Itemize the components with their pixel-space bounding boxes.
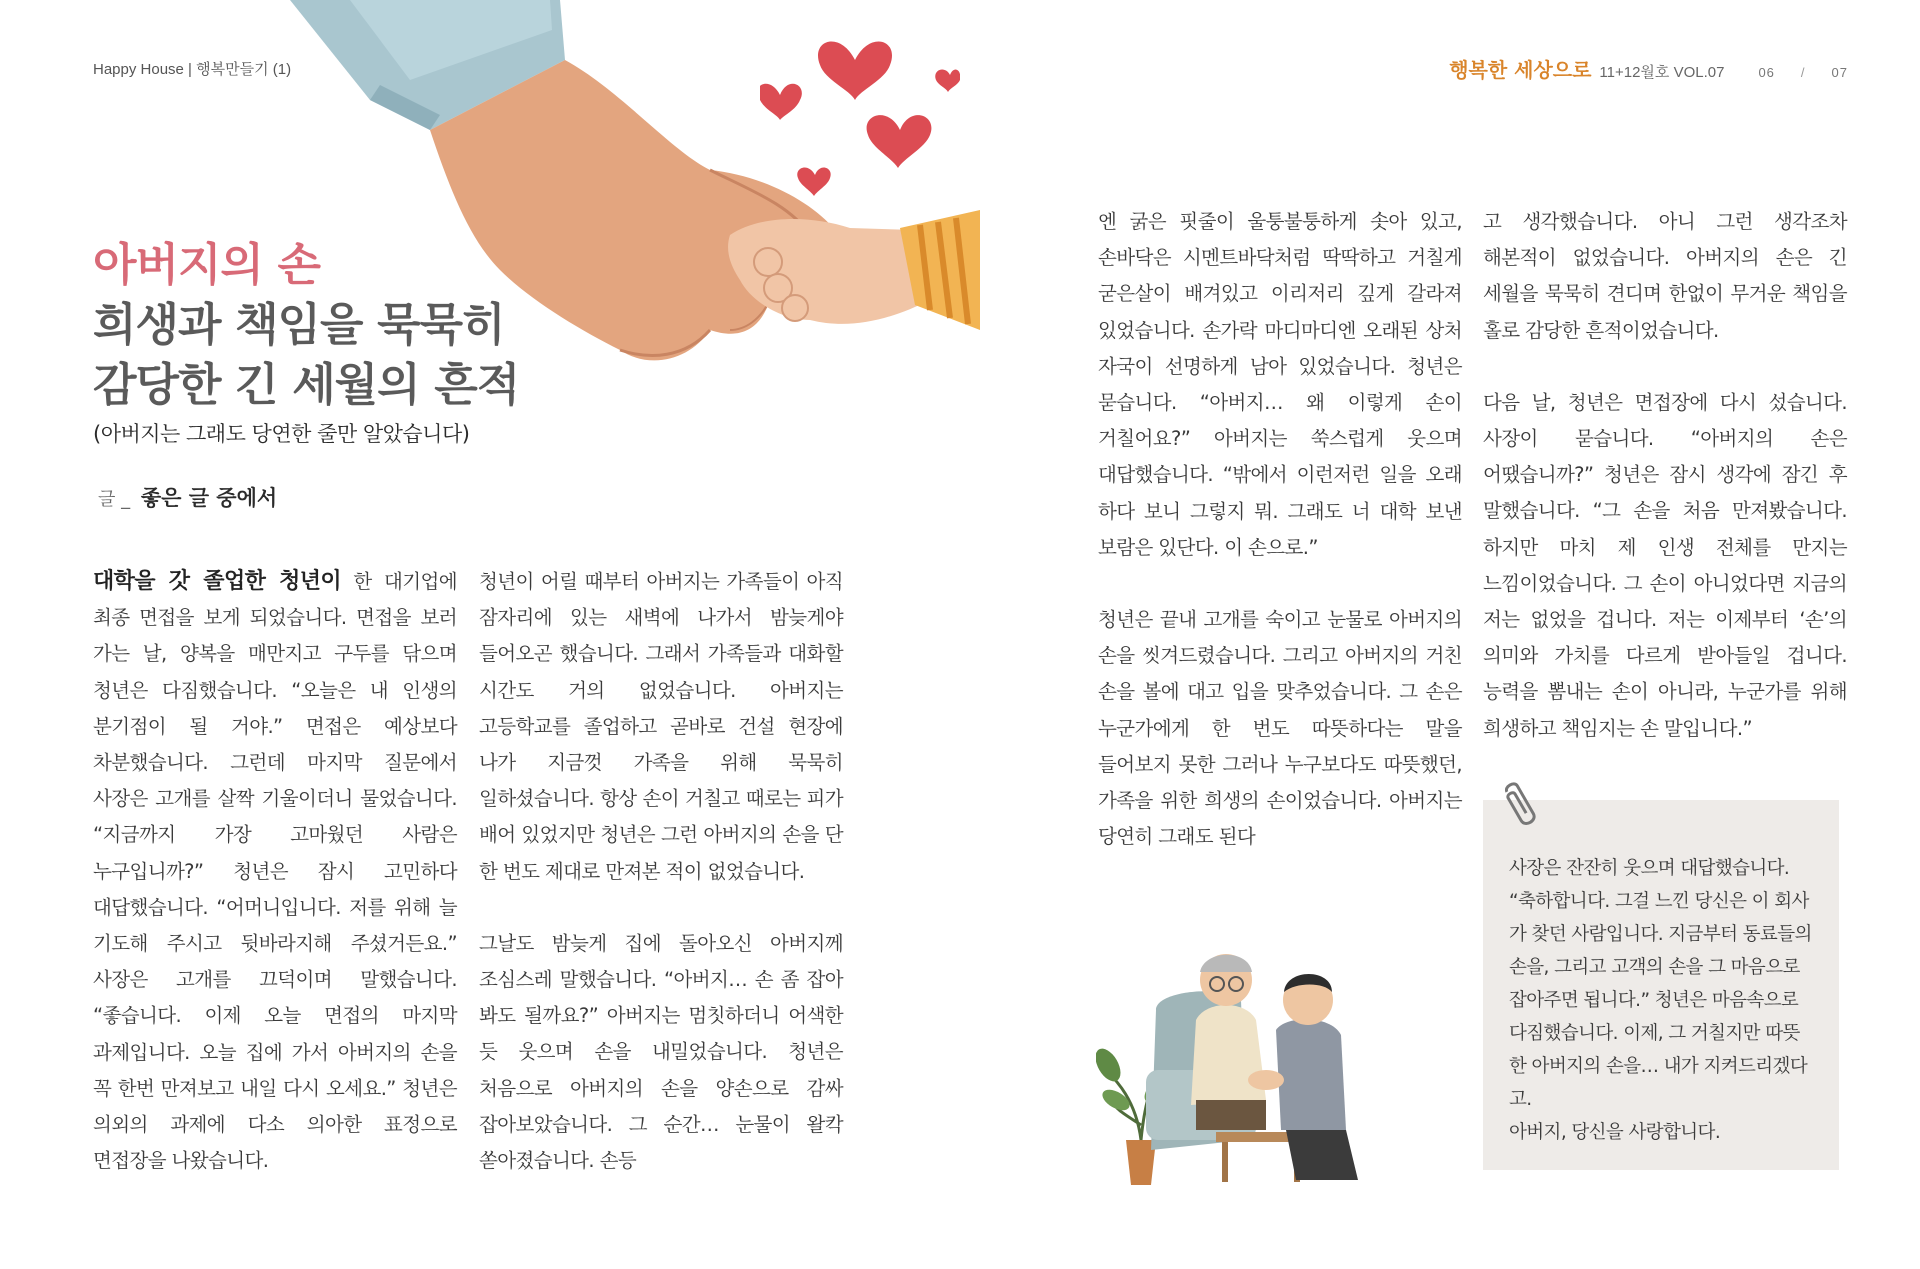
article-headline-line1: 희생과 책임을 묵묵히 [93,298,505,351]
heart-icon [797,168,830,196]
closing-note-box [1483,800,1839,1170]
byline-source: 좋은 글 중에서 [140,486,278,510]
byline [98,482,277,512]
elderly-father [1191,1005,1266,1105]
note-paragraph: 사장은 잔잔히 웃으며 대답했습니다. “축하합니다. 그걸 느낀 당신은 이 회사가 찾던 사람입니다. 지금부터 동료들의 손을, 그리고 고객의 손을 그 마음으로 잡아주면 됩니다.” 청년은 마음속으로 다짐했습니다. 이제, 그 거칠지만 따뜻한 아버지의 손을… 내가 지켜드리겠다고. [1509,858,1812,1110]
heart-icon [935,70,960,92]
note-closing-line: 아버지, 당신을 사랑합니다. [1509,1122,1721,1143]
hearts-illustration [760,20,960,210]
heart-icon [867,115,932,168]
paragraph: 다음 날, 청년은 면접장에 다시 섰습니다. 사장이 묻습니다. “아버지의 손은 어땠습니까?” 청년은 잠시 생각에 잠긴 후 말했습니다. “그 손을 처음 만져봤습니다. 하지만 마치 제 인생 전체를 만지는 느낌이었습니다. 그 손이 아니었다면 지금의 저는 없었을 겁니다. 저는 이제부터 ‘손’의 의미와 가치를 다르게 받아들일 겁니다. 능력을 뽐내는 손이 아니라, 누군가를 위해 희생하고 책임지는 손 말입니다.” [1483,390,1847,740]
paragraph-text: 한 대기업에 최종 면접을 보게 되었습니다. 면접을 보러 가는 날, 양복을 매만지고 구두를 닦으며 청년은 다짐했습니다. “오늘은 내 인생의 분기점이 될 거야.” 면접은 예상보다 차분했습니다. 그런데 마지막 질문에서 사장은 고개를 살짝 기울이더니 물었습니다. “지금까지 가장 고마웠던 사람은 누구입니까?” 청년은 잠시 고민하다 대답했습니다. “어머니입니다. 저를 위해 늘 기도해 주시고 뒷바라지해 주셨거든요.” 사장은 고개를 끄덕이며 말했습니다. “좋습니다. 이제 오늘 면접의 마지막 과제입니다. 오늘 집에 가서 아버지의 손을 꼭 한번 만져보고 내일 다시 오세요.” 청년은 의외의 과제에 다소 의아한 표정으로 면접장을 나왔습니다. [93,570,457,1173]
paragraph: 고 생각했습니다. 아니 그런 생각조차 해본적이 없었습니다. 아버지의 손은 긴 세월을 묵묵히 견디며 한없이 무거운 책임을 홀로 감당한 흔적이었습니다. [1483,210,1847,342]
body-column-3 [1098,204,1462,855]
body-column-1 [93,564,457,1179]
byline-label: 글 _ [98,489,131,510]
issue-label: 11+12월호 VOL.07 [1599,64,1725,81]
article-subtitle: (아버지는 그래도 당연한 줄만 알았습니다) [93,422,470,446]
paragraph: 청년이 어릴 때부터 아버지는 가족들이 아직 잠자리에 있는 새벽에 나가서 밤늦게야 들어오곤 했습니다. 그래서 가족들과 대화할 시간도 거의 없었습니다. 아버지는 고등학교를 졸업하고 곧바로 건설 현장에 나가 지금껏 가족을 위해 묵묵히 일하셨습니다. 항상 손이 거칠고 때로는 피가 배어 있었지만 청년은 그런 아버지의 손을 단 한 번도 제대로 만져본 적이 없었습니다. [479,570,843,883]
body-column-4 [1483,204,1847,747]
page-right-number: 07 [1831,65,1848,80]
paperclip-icon [1505,778,1539,830]
father-son-illustration [1096,900,1426,1200]
page-numbers [1758,65,1848,80]
paragraph: 엔 굵은 핏줄이 울퉁불퉁하게 솟아 있고, 손바닥은 시멘트바닥처럼 딱딱하고 거칠게 굳은살이 배겨있고 이리저리 깊게 갈라져 있었습니다. 손가락 마디마디엔 오래된 상처 자국이 선명하게 남아 있었습니다. 청년은 묻습니다. “아버지… 왜 이렇게 손이 거칠어요?” 아버지는 쑥스럽게 웃으며 대답했습니다. “밖에서 이런저런 일을 오래 하다 보니 그렇지 뭐. 그래도 너 대학 보낸 보람은 있단다. 이 손으로.” [1098,210,1462,559]
paragraph: 그날도 밤늦게 집에 돌아오신 아버지께 조심스레 말했습니다. “아버지… 손 좀 잡아 봐도 될까요?” 아버지는 멈칫하더니 어색한 듯 웃으며 손을 내밀었습니다. 청년은 처음으로 아버지의 손을 양손으로 감싸 잡아보았습니다. 그 순간… 눈물이 왈칵 쏟아졌습니다. 손등 [479,931,843,1173]
body-column-2 [479,564,843,1179]
article-title: 아버지의 손 [93,238,321,291]
magazine-title: 행복한 세상으로 [1449,58,1592,82]
magazine-header [1449,54,1848,83]
heart-icon [760,84,802,120]
paragraph: 청년은 끝내 고개를 숙이고 눈물로 아버지의 손을 씻겨드렸습니다. 그리고 아버지의 거친 손을 볼에 대고 입을 맞추었습니다. 그 손은 누군가에게 한 번도 따뜻하다는 말을 들어보지 못한 그러나 누구보다도 따뜻했던, 가족을 위한 희생의 손이었습니다. 아버지는 당연히 그래도 된다 [1098,608,1462,849]
section-label: Happy House | 행복만들기 (1) [93,61,292,78]
lead-in: 대학을 갓 졸업한 청년이 [93,569,342,594]
page-separator: / [1800,65,1806,80]
heart-icon [818,41,892,100]
son [1276,1019,1346,1130]
article-headline-line2: 감당한 긴 세월의 흔적 [93,358,520,411]
paragraph [93,564,457,1179]
page-left-number: 06 [1758,65,1775,80]
